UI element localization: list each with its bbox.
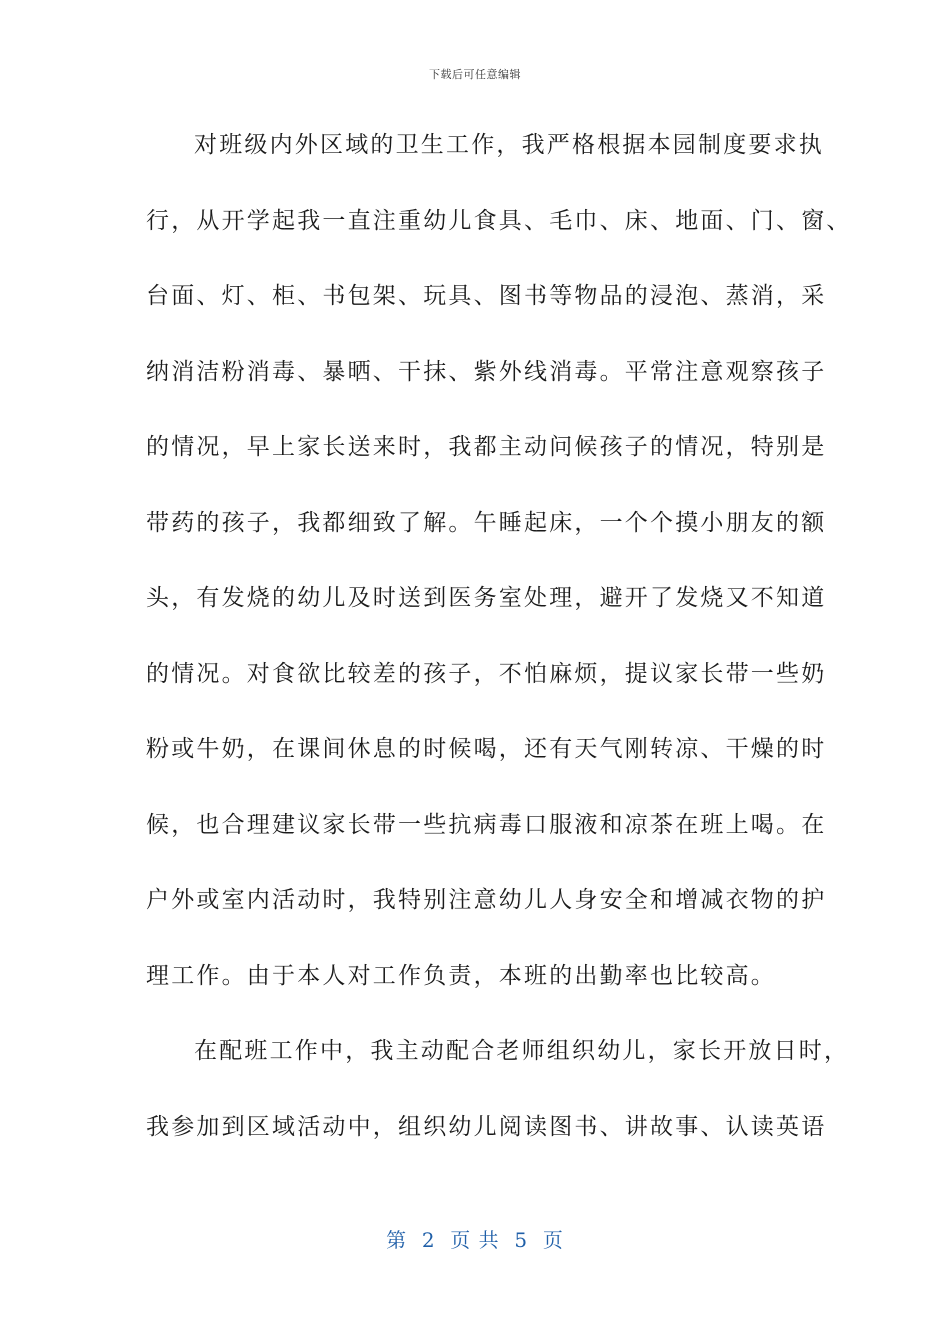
paragraph-line: 行，从开学起我一直注重幼儿食具、毛巾、床、地面、门、窗、 (146, 207, 852, 234)
page-footer: 第 2 页 共 5 页 (386, 1228, 564, 1252)
paragraph-line: 户外或室内活动时，我特别注意幼儿人身安全和增减衣物的护 (146, 887, 827, 913)
paragraph-line: 带药的孩子，我都细致了解。午睡起床，一个个摸小朋友的额 (146, 509, 827, 536)
paragraph-line: 台面、灯、柜、书包架、玩具、图书等物品的浸泡、蒸消，采 (146, 283, 827, 309)
paragraph-line: 候，也合理建议家长带一些抗病毒口服液和凉茶在班上喝。在 (146, 811, 827, 838)
paragraph-line: 粉或牛奶，在课间休息的时候喝，还有天气刚转凉、干燥的时 (146, 736, 827, 762)
paragraph-line: 我参加到区域活动中，组织幼儿阅读图书、讲故事、认读英语 (146, 1113, 827, 1140)
paragraph-line: 头，有发烧的幼儿及时送到医务室处理，避开了发烧又不知道 (146, 585, 827, 611)
paragraph-line: 纳消洁粉消毒、暴晒、干抹、紫外线消毒。平常注意观察孩子 (146, 358, 827, 385)
page-header: 下载后可任意编辑 (429, 68, 521, 81)
paragraph-line: 的情况，早上家长送来时，我都主动问候孩子的情况，特别是 (146, 434, 827, 460)
paragraph-line: 理工作。由于本人对工作负责，本班的出勤率也比较高。 (146, 962, 776, 989)
paragraph-line: 在配班工作中，我主动配合老师组织幼儿，家长开放日时， (194, 1038, 850, 1064)
paragraph-line: 的情况。对食欲比较差的孩子，不怕麻烦，提议家长带一些奶 (146, 660, 827, 687)
document-body (146, 126, 852, 1183)
paragraph-line: 对班级内外区域的卫生工作，我严格根据本园制度要求执 (194, 132, 824, 158)
